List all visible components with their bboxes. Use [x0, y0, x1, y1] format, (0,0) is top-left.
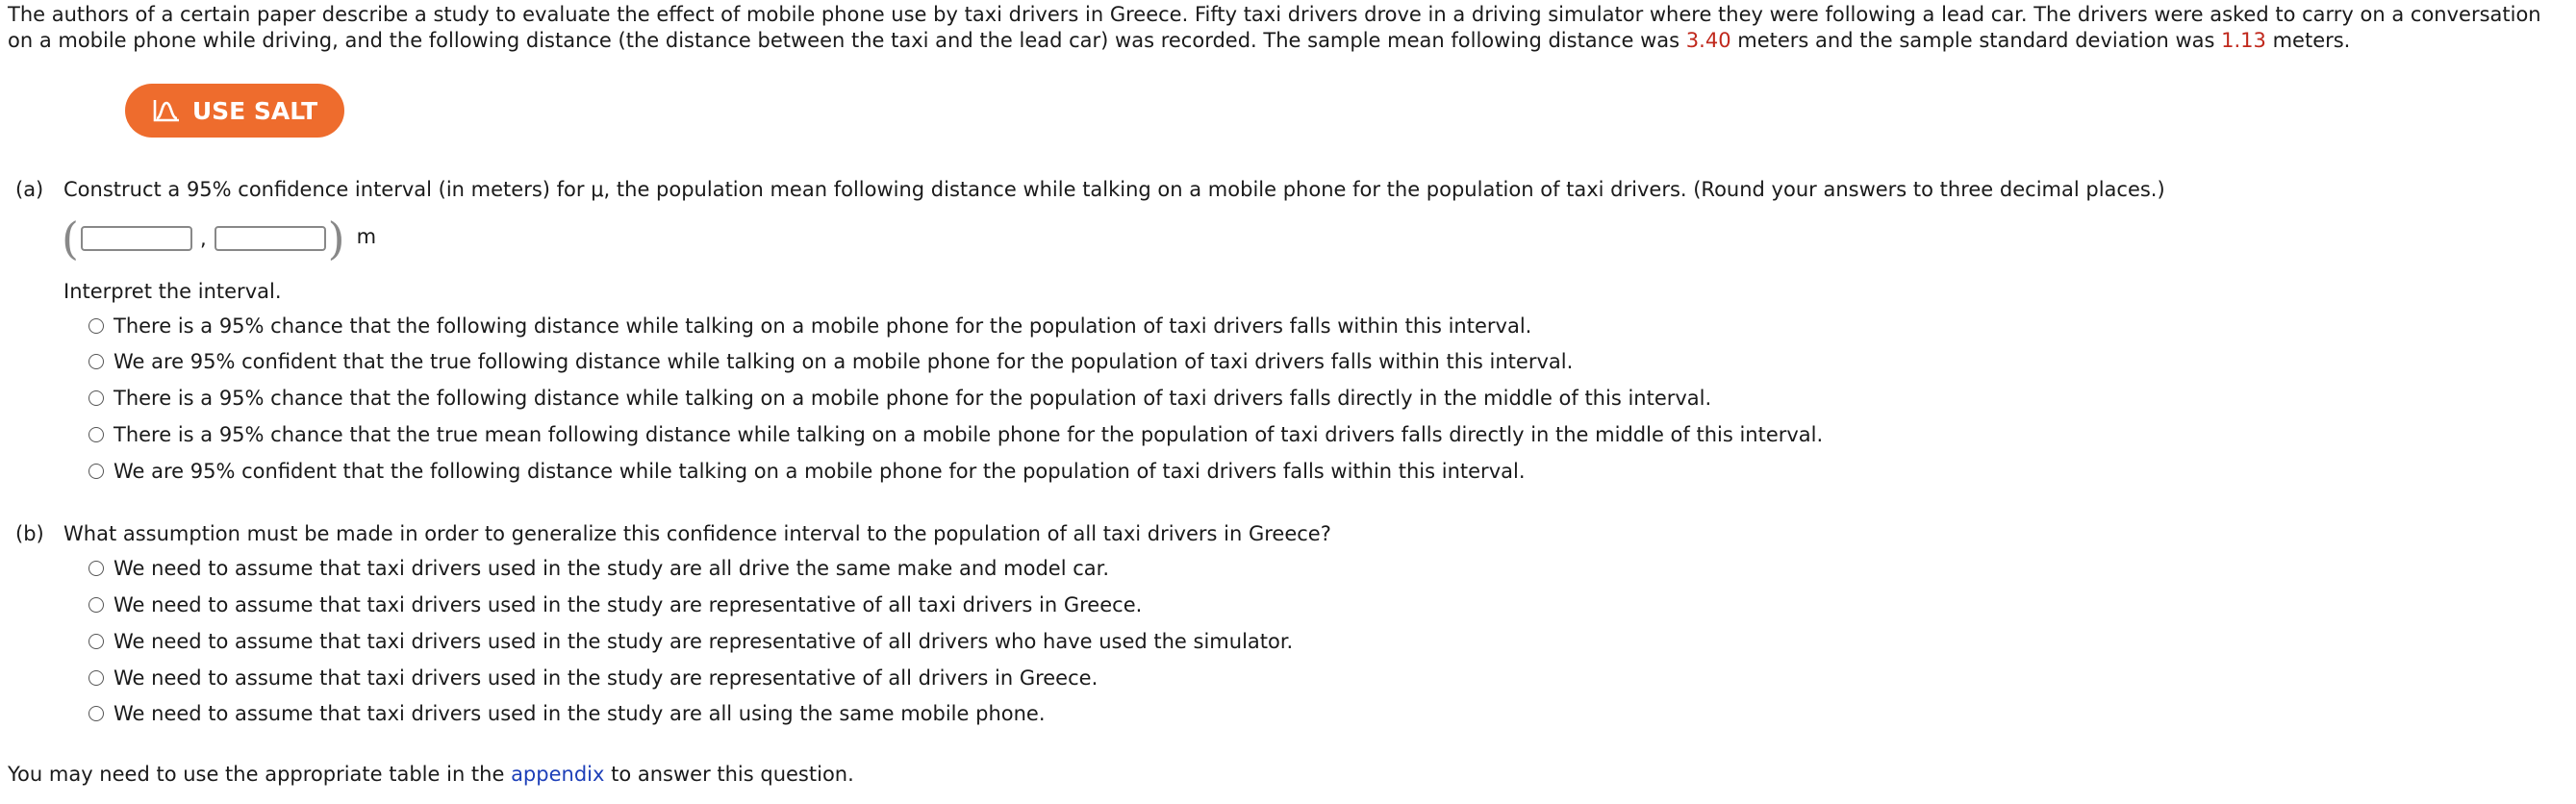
unit-label: m — [356, 225, 377, 248]
intro-text: The authors of a certain paper describe a study to evaluate the effect of mobile phone use by taxi drivers in Greece. Fifty taxi drivers drove in a driving simulator where they were following a lead car. The drivers were asked to carry on a conversation on a mobile phone while driving, and the following distance (the distance between the taxi and the lead car) was recorded. The sample mean following distance was — [8, 3, 2541, 52]
part-a-option-1[interactable] — [88, 314, 1531, 338]
part-b-label: (b) — [15, 522, 44, 545]
close-paren: ) — [327, 213, 345, 264]
intro-text-mid: meters and the sample standard deviation was — [1730, 29, 2222, 52]
radio-button[interactable] — [88, 354, 104, 369]
confidence-interval-input — [62, 213, 377, 264]
option-label: We need to assume that taxi drivers used in the study are representative of all drivers who have used the simulator. — [114, 630, 1294, 653]
radio-button[interactable] — [88, 706, 104, 721]
radio-button[interactable] — [88, 318, 104, 334]
option-label: There is a 95% chance that the true mean following distance while talking on a mobile phone for the population of taxi drivers falls directly in the middle of this interval. — [114, 423, 1824, 446]
radio-button[interactable] — [88, 670, 104, 686]
lower-bound-input[interactable] — [81, 226, 192, 251]
appendix-note — [8, 763, 854, 786]
sample-mean-value: 3.40 — [1685, 29, 1731, 52]
upper-bound-input[interactable] — [215, 226, 326, 251]
appendix-link[interactable]: appendix — [511, 763, 605, 786]
radio-button[interactable] — [88, 634, 104, 649]
footer-text-end: to answer this question. — [604, 763, 854, 786]
part-a-question: Construct a 95% confidence interval (in meters) for μ, the population mean following distance while talking on a mobile phone for the population of taxi drivers. (Round your answers to three decimal places.) — [63, 178, 2165, 201]
interpret-prompt: Interpret the interval. — [63, 280, 282, 303]
sample-sd-value: 1.13 — [2221, 29, 2266, 52]
option-label: There is a 95% chance that the following distance while talking on a mobile phone for the population of taxi drivers falls directly in the middle of this interval. — [114, 387, 1712, 410]
part-b-option-1[interactable] — [88, 557, 1109, 580]
radio-button[interactable] — [88, 390, 104, 406]
radio-button[interactable] — [88, 464, 104, 479]
part-b-option-2[interactable] — [88, 593, 1142, 616]
option-label: We need to assume that taxi drivers used in the study are all drive the same make and model car. — [114, 557, 1110, 580]
part-a-label: (a) — [15, 178, 44, 201]
option-label: We are 95% confident that the true following distance while talking on a mobile phone for the population of taxi drivers falls within this interval. — [114, 350, 1574, 373]
footer-text: You may need to use the appropriate table in the — [8, 763, 512, 786]
problem-statement — [8, 2, 2566, 54]
part-b-option-3[interactable] — [88, 630, 1293, 653]
option-label: We are 95% confident that the following distance while talking on a mobile phone for the population of taxi drivers falls within this interval. — [114, 460, 1526, 483]
part-a-option-2[interactable] — [88, 350, 1573, 373]
use-salt-label: USE SALT — [191, 96, 318, 125]
part-a-option-5[interactable] — [88, 460, 1526, 483]
open-paren: ( — [62, 213, 79, 264]
option-label: We need to assume that taxi drivers used in the study are representative of all drivers in Greece. — [114, 666, 1099, 690]
intro-text-end: meters. — [2265, 29, 2351, 52]
part-b-question: What assumption must be made in order to generalize this confidence interval to the population of all taxi drivers in Greece? — [63, 522, 1331, 545]
distribution-curve-icon — [152, 98, 181, 123]
interval-separator: , — [199, 227, 207, 250]
option-label: We need to assume that taxi drivers used in the study are representative of all taxi drivers in Greece. — [114, 593, 1143, 616]
part-b-option-4[interactable] — [88, 666, 1098, 690]
part-a-option-3[interactable] — [88, 387, 1711, 410]
option-label: There is a 95% chance that the following distance while talking on a mobile phone for the population of taxi drivers falls within this interval. — [114, 314, 1532, 338]
radio-button[interactable] — [88, 427, 104, 442]
radio-button[interactable] — [88, 561, 104, 576]
option-label: We need to assume that taxi drivers used in the study are all using the same mobile phone. — [114, 702, 1046, 725]
part-b-option-5[interactable] — [88, 702, 1046, 725]
use-salt-button[interactable] — [125, 84, 344, 138]
part-a-option-4[interactable] — [88, 423, 1823, 446]
radio-button[interactable] — [88, 597, 104, 613]
